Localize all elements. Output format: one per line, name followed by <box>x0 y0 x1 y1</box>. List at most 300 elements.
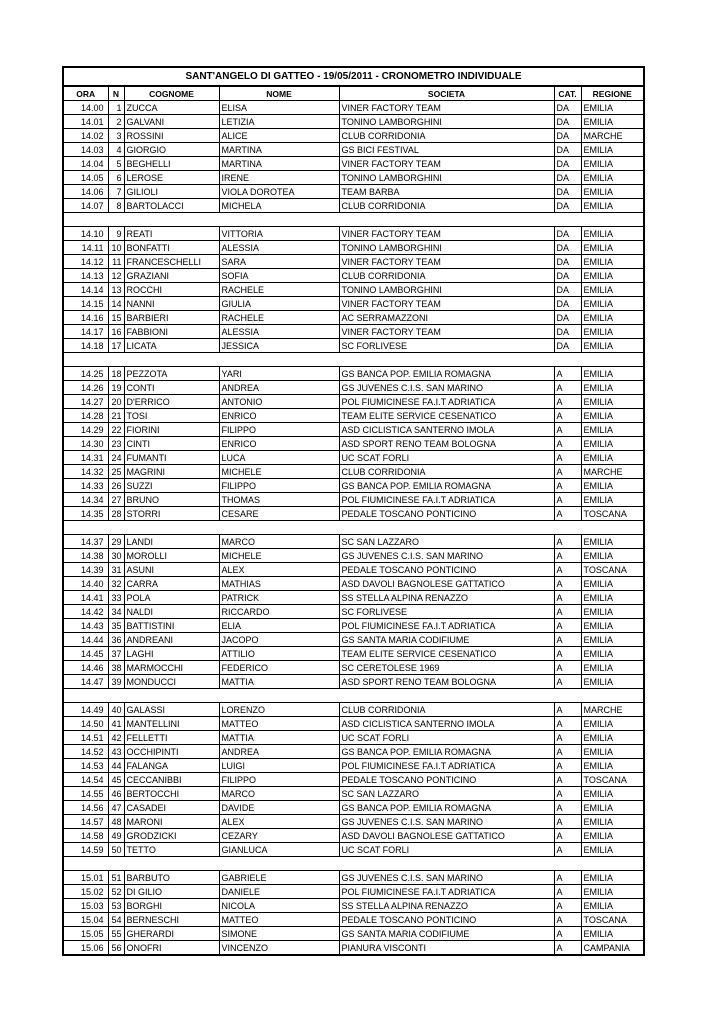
separator-row <box>63 213 644 227</box>
table-row <box>63 535 644 549</box>
name-cell: ELIA <box>219 619 339 633</box>
team-cell: TONINO LAMBORGHINI <box>339 283 554 297</box>
name-cell: RACHELE <box>219 283 339 297</box>
number-cell: 21 <box>108 409 124 423</box>
ora-cell: 14.55 <box>63 787 108 801</box>
number-cell: 54 <box>108 913 124 927</box>
category-cell: A <box>554 605 581 619</box>
number-cell: 35 <box>108 619 124 633</box>
header-surname: COGNOME <box>124 86 219 101</box>
name-cell: ALEX <box>219 815 339 829</box>
region-cell: EMILIA <box>581 619 644 633</box>
table-row <box>63 199 644 213</box>
number-cell: 14 <box>108 297 124 311</box>
number-cell: 1 <box>108 101 124 115</box>
category-cell: A <box>554 927 581 941</box>
category-cell: A <box>554 829 581 843</box>
name-cell: NICOLA <box>219 899 339 913</box>
category-cell: DA <box>554 171 581 185</box>
number-cell: 50 <box>108 843 124 857</box>
table-row <box>63 465 644 479</box>
table-row <box>63 269 644 283</box>
table-row <box>63 815 644 829</box>
team-cell: PEDALE TOSCANO PONTICINO <box>339 773 554 787</box>
number-cell: 34 <box>108 605 124 619</box>
name-cell: MARTINA <box>219 157 339 171</box>
name-cell: MATTEO <box>219 717 339 731</box>
separator-row <box>63 857 644 871</box>
region-cell: EMILIA <box>581 605 644 619</box>
table-row <box>63 255 644 269</box>
surname-cell: FALANGA <box>124 759 219 773</box>
team-cell: VINER FACTORY TEAM <box>339 101 554 115</box>
region-cell: EMILIA <box>581 157 644 171</box>
region-cell: MARCHE <box>581 703 644 717</box>
category-cell: A <box>554 395 581 409</box>
team-cell: SS STELLA ALPINA RENAZZO <box>339 591 554 605</box>
team-cell: GS JUVENES C.I.S. SAN MARINO <box>339 549 554 563</box>
number-cell: 2 <box>108 115 124 129</box>
name-cell: MICHELE <box>219 549 339 563</box>
region-cell: EMILIA <box>581 437 644 451</box>
number-cell: 5 <box>108 157 124 171</box>
number-cell: 38 <box>108 661 124 675</box>
ora-cell: 14.29 <box>63 423 108 437</box>
name-cell: SARA <box>219 255 339 269</box>
ora-cell: 14.51 <box>63 731 108 745</box>
ora-cell: 14.46 <box>63 661 108 675</box>
table-row <box>63 549 644 563</box>
table-row <box>63 745 644 759</box>
surname-cell: BARTOLACCI <box>124 199 219 213</box>
category-cell: A <box>554 549 581 563</box>
header-name: NOME <box>219 86 339 101</box>
team-cell: TONINO LAMBORGHINI <box>339 115 554 129</box>
table-row <box>63 591 644 605</box>
name-cell: MICHELA <box>219 199 339 213</box>
ora-cell: 14.16 <box>63 311 108 325</box>
surname-cell: GRODZICKI <box>124 829 219 843</box>
table-row <box>63 647 644 661</box>
ora-cell: 14.32 <box>63 465 108 479</box>
header-team: SOCIETA <box>339 86 554 101</box>
region-cell: EMILIA <box>581 927 644 941</box>
team-cell: ASD SPORT RENO TEAM BOLOGNA <box>339 437 554 451</box>
team-cell: GS BANCA POP. EMILIA ROMAGNA <box>339 367 554 381</box>
region-cell: EMILIA <box>581 367 644 381</box>
separator-cell <box>63 857 644 871</box>
category-cell: A <box>554 759 581 773</box>
table-row <box>63 367 644 381</box>
category-cell: A <box>554 423 581 437</box>
header-row <box>63 86 644 101</box>
region-cell: EMILIA <box>581 591 644 605</box>
name-cell: ENRICO <box>219 437 339 451</box>
table-row <box>63 941 644 956</box>
team-cell: TONINO LAMBORGHINI <box>339 241 554 255</box>
region-cell: EMILIA <box>581 493 644 507</box>
table-row <box>63 605 644 619</box>
ora-cell: 14.37 <box>63 535 108 549</box>
surname-cell: FIORINI <box>124 423 219 437</box>
number-cell: 51 <box>108 871 124 885</box>
name-cell: MARTINA <box>219 143 339 157</box>
number-cell: 11 <box>108 255 124 269</box>
name-cell: SIMONE <box>219 927 339 941</box>
number-cell: 12 <box>108 269 124 283</box>
surname-cell: ROCCHI <box>124 283 219 297</box>
category-cell: DA <box>554 101 581 115</box>
number-cell: 28 <box>108 507 124 521</box>
separator-cell <box>63 521 644 535</box>
name-cell: DANIELE <box>219 885 339 899</box>
table-row <box>63 913 644 927</box>
surname-cell: MONDUCCI <box>124 675 219 689</box>
category-cell: DA <box>554 339 581 353</box>
region-cell: TOSCANA <box>581 507 644 521</box>
name-cell: MATTIA <box>219 731 339 745</box>
ora-cell: 14.00 <box>63 101 108 115</box>
surname-cell: OCCHIPINTI <box>124 745 219 759</box>
name-cell: MARCO <box>219 787 339 801</box>
name-cell: MATTIA <box>219 675 339 689</box>
name-cell: CEZARY <box>219 829 339 843</box>
name-cell: FILIPPO <box>219 423 339 437</box>
header-region: REGIONE <box>581 86 644 101</box>
number-cell: 25 <box>108 465 124 479</box>
team-cell: PIANURA VISCONTI <box>339 941 554 956</box>
separator-cell <box>63 353 644 367</box>
category-cell: A <box>554 535 581 549</box>
surname-cell: BERTOCCHI <box>124 787 219 801</box>
category-cell: A <box>554 493 581 507</box>
name-cell: FILIPPO <box>219 773 339 787</box>
name-cell: RACHELE <box>219 311 339 325</box>
table-row <box>63 115 644 129</box>
category-cell: A <box>554 633 581 647</box>
name-cell: IRENE <box>219 171 339 185</box>
number-cell: 56 <box>108 941 124 956</box>
number-cell: 43 <box>108 745 124 759</box>
table-row <box>63 843 644 857</box>
team-cell: VINER FACTORY TEAM <box>339 157 554 171</box>
ora-cell: 14.26 <box>63 381 108 395</box>
name-cell: LETIZIA <box>219 115 339 129</box>
category-cell: A <box>554 871 581 885</box>
ora-cell: 14.28 <box>63 409 108 423</box>
name-cell: PATRICK <box>219 591 339 605</box>
category-cell: A <box>554 619 581 633</box>
region-cell: EMILIA <box>581 661 644 675</box>
surname-cell: ONOFRI <box>124 941 219 956</box>
ora-cell: 14.53 <box>63 759 108 773</box>
region-cell: EMILIA <box>581 829 644 843</box>
table-row <box>63 787 644 801</box>
number-cell: 53 <box>108 899 124 913</box>
team-cell: AC SERRAMAZZONI <box>339 311 554 325</box>
table-row <box>63 339 644 353</box>
ora-cell: 14.41 <box>63 591 108 605</box>
number-cell: 46 <box>108 787 124 801</box>
ora-cell: 14.44 <box>63 633 108 647</box>
table-row <box>63 731 644 745</box>
region-cell: EMILIA <box>581 311 644 325</box>
category-cell: DA <box>554 115 581 129</box>
ora-cell: 14.42 <box>63 605 108 619</box>
name-cell: THOMAS <box>219 493 339 507</box>
name-cell: LUCA <box>219 451 339 465</box>
name-cell: ALICE <box>219 129 339 143</box>
ora-cell: 14.17 <box>63 325 108 339</box>
category-cell: A <box>554 647 581 661</box>
ora-cell: 14.10 <box>63 227 108 241</box>
region-cell: TOSCANA <box>581 913 644 927</box>
region-cell: CAMPANIA <box>581 941 644 956</box>
name-cell: ALESSIA <box>219 241 339 255</box>
region-cell: EMILIA <box>581 269 644 283</box>
region-cell: EMILIA <box>581 675 644 689</box>
number-cell: 22 <box>108 423 124 437</box>
table-row <box>63 409 644 423</box>
ora-cell: 14.33 <box>63 479 108 493</box>
document-title: SANT'ANGELO DI GATTEO - 19/05/2011 - CRONOMETRO INDIVIDUALE <box>63 67 644 86</box>
region-cell: EMILIA <box>581 283 644 297</box>
surname-cell: MARONI <box>124 815 219 829</box>
surname-cell: BRUNO <box>124 493 219 507</box>
surname-cell: CECCANIBBI <box>124 773 219 787</box>
table-row <box>63 311 644 325</box>
team-cell: ASD CICLISTICA SANTERNO IMOLA <box>339 717 554 731</box>
category-cell: A <box>554 801 581 815</box>
category-cell: A <box>554 815 581 829</box>
category-cell: A <box>554 479 581 493</box>
separator-row <box>63 521 644 535</box>
name-cell: ELISA <box>219 101 339 115</box>
team-cell: ASD CICLISTICA SANTERNO IMOLA <box>339 423 554 437</box>
table-row <box>63 451 644 465</box>
surname-cell: NALDI <box>124 605 219 619</box>
table-row <box>63 717 644 731</box>
number-cell: 7 <box>108 185 124 199</box>
number-cell: 37 <box>108 647 124 661</box>
name-cell: ALESSIA <box>219 325 339 339</box>
number-cell: 13 <box>108 283 124 297</box>
ora-cell: 14.43 <box>63 619 108 633</box>
team-cell: TEAM BARBA <box>339 185 554 199</box>
ora-cell: 14.47 <box>63 675 108 689</box>
category-cell: A <box>554 451 581 465</box>
category-cell: A <box>554 409 581 423</box>
name-cell: MATHIAS <box>219 577 339 591</box>
team-cell: CLUB CORRIDONIA <box>339 129 554 143</box>
table-row <box>63 101 644 115</box>
surname-cell: REATI <box>124 227 219 241</box>
team-cell: SS STELLA ALPINA RENAZZO <box>339 899 554 913</box>
team-cell: CLUB CORRIDONIA <box>339 199 554 213</box>
table-row <box>63 143 644 157</box>
name-cell: ANDREA <box>219 745 339 759</box>
team-cell: CLUB CORRIDONIA <box>339 703 554 717</box>
surname-cell: BONFATTI <box>124 241 219 255</box>
category-cell: DA <box>554 185 581 199</box>
region-cell: EMILIA <box>581 647 644 661</box>
team-cell: SC SAN LAZZARO <box>339 787 554 801</box>
team-cell: POL FIUMICINESE FA.I.T ADRIATICA <box>339 493 554 507</box>
table-row <box>63 437 644 451</box>
ora-cell: 15.06 <box>63 941 108 956</box>
surname-cell: GRAZIANI <box>124 269 219 283</box>
surname-cell: STORRI <box>124 507 219 521</box>
ora-cell: 14.30 <box>63 437 108 451</box>
name-cell: ALEX <box>219 563 339 577</box>
ora-cell: 15.05 <box>63 927 108 941</box>
ora-cell: 14.18 <box>63 339 108 353</box>
name-cell: ANDREA <box>219 381 339 395</box>
table-row <box>63 633 644 647</box>
surname-cell: FUMANTI <box>124 451 219 465</box>
region-cell: MARCHE <box>581 465 644 479</box>
team-cell: UC SCAT FORLI <box>339 843 554 857</box>
region-cell: EMILIA <box>581 885 644 899</box>
team-cell: PEDALE TOSCANO PONTICINO <box>339 507 554 521</box>
header-category: CAT. <box>554 86 581 101</box>
team-cell: GS BANCA POP. EMILIA ROMAGNA <box>339 801 554 815</box>
team-cell: ASD DAVOLI BAGNOLESE GATTATICO <box>339 577 554 591</box>
ora-cell: 14.11 <box>63 241 108 255</box>
region-cell: EMILIA <box>581 843 644 857</box>
surname-cell: GILIOLI <box>124 185 219 199</box>
surname-cell: BORGHI <box>124 899 219 913</box>
surname-cell: CASADEI <box>124 801 219 815</box>
category-cell: A <box>554 843 581 857</box>
team-cell: POL FIUMICINESE FA.I.T ADRIATICA <box>339 885 554 899</box>
region-cell: EMILIA <box>581 381 644 395</box>
surname-cell: BARBIERI <box>124 311 219 325</box>
surname-cell: MAGRINI <box>124 465 219 479</box>
ora-cell: 14.05 <box>63 171 108 185</box>
category-cell: DA <box>554 199 581 213</box>
surname-cell: BATTISTINI <box>124 619 219 633</box>
region-cell: EMILIA <box>581 241 644 255</box>
category-cell: A <box>554 591 581 605</box>
ora-cell: 14.03 <box>63 143 108 157</box>
number-cell: 18 <box>108 367 124 381</box>
surname-cell: BARBUTO <box>124 871 219 885</box>
region-cell: EMILIA <box>581 101 644 115</box>
number-cell: 3 <box>108 129 124 143</box>
category-cell: A <box>554 885 581 899</box>
surname-cell: MANTELLINI <box>124 717 219 731</box>
surname-cell: GALVANI <box>124 115 219 129</box>
category-cell: DA <box>554 283 581 297</box>
region-cell: EMILIA <box>581 731 644 745</box>
category-cell: A <box>554 703 581 717</box>
table-row <box>63 927 644 941</box>
table-row <box>63 395 644 409</box>
category-cell: A <box>554 381 581 395</box>
table-row <box>63 129 644 143</box>
surname-cell: LAGHI <box>124 647 219 661</box>
category-cell: DA <box>554 255 581 269</box>
category-cell: A <box>554 577 581 591</box>
team-cell: CLUB CORRIDONIA <box>339 465 554 479</box>
header-ora: ORA <box>63 86 108 101</box>
table-row <box>63 871 644 885</box>
surname-cell: FRANCESCHELLI <box>124 255 219 269</box>
ora-cell: 14.49 <box>63 703 108 717</box>
ora-cell: 14.27 <box>63 395 108 409</box>
team-cell: SC FORLIVESE <box>339 339 554 353</box>
surname-cell: LICATA <box>124 339 219 353</box>
surname-cell: ASUNI <box>124 563 219 577</box>
category-cell: A <box>554 507 581 521</box>
team-cell: POL FIUMICINESE FA.I.T ADRIATICA <box>339 619 554 633</box>
surname-cell: FABBIONI <box>124 325 219 339</box>
table-body <box>63 101 644 956</box>
ora-cell: 14.40 <box>63 577 108 591</box>
name-cell: MICHELE <box>219 465 339 479</box>
surname-cell: MARMOCCHI <box>124 661 219 675</box>
table-row <box>63 185 644 199</box>
team-cell: GS JUVENES C.I.S. SAN MARINO <box>339 815 554 829</box>
number-cell: 26 <box>108 479 124 493</box>
ora-cell: 14.02 <box>63 129 108 143</box>
team-cell: GS SANTA MARIA CODIFIUME <box>339 927 554 941</box>
team-cell: UC SCAT FORLI <box>339 451 554 465</box>
number-cell: 41 <box>108 717 124 731</box>
ora-cell: 14.12 <box>63 255 108 269</box>
region-cell: EMILIA <box>581 115 644 129</box>
table-row <box>63 381 644 395</box>
name-cell: MARCO <box>219 535 339 549</box>
region-cell: EMILIA <box>581 451 644 465</box>
team-cell: TONINO LAMBORGHINI <box>339 171 554 185</box>
table-row <box>63 773 644 787</box>
separator-cell <box>63 689 644 703</box>
team-cell: POL FIUMICINESE FA.I.T ADRIATICA <box>339 395 554 409</box>
number-cell: 23 <box>108 437 124 451</box>
surname-cell: CINTI <box>124 437 219 451</box>
team-cell: ASD DAVOLI BAGNOLESE GATTATICO <box>339 829 554 843</box>
category-cell: A <box>554 367 581 381</box>
number-cell: 47 <box>108 801 124 815</box>
surname-cell: D'ERRICO <box>124 395 219 409</box>
category-cell: DA <box>554 269 581 283</box>
number-cell: 27 <box>108 493 124 507</box>
surname-cell: DI GILIO <box>124 885 219 899</box>
ora-cell: 14.56 <box>63 801 108 815</box>
category-cell: A <box>554 773 581 787</box>
region-cell: EMILIA <box>581 577 644 591</box>
number-cell: 31 <box>108 563 124 577</box>
name-cell: CESARE <box>219 507 339 521</box>
number-cell: 55 <box>108 927 124 941</box>
team-cell: POL FIUMICINESE FA.I.T ADRIATICA <box>339 759 554 773</box>
number-cell: 33 <box>108 591 124 605</box>
start-list-table <box>62 66 645 956</box>
name-cell: LORENZO <box>219 703 339 717</box>
ora-cell: 14.04 <box>63 157 108 171</box>
region-cell: EMILIA <box>581 199 644 213</box>
number-cell: 17 <box>108 339 124 353</box>
ora-cell: 14.13 <box>63 269 108 283</box>
surname-cell: POLA <box>124 591 219 605</box>
number-cell: 8 <box>108 199 124 213</box>
name-cell: ATTILIO <box>219 647 339 661</box>
ora-cell: 14.14 <box>63 283 108 297</box>
team-cell: GS JUVENES C.I.S. SAN MARINO <box>339 871 554 885</box>
separator-cell <box>63 213 644 227</box>
